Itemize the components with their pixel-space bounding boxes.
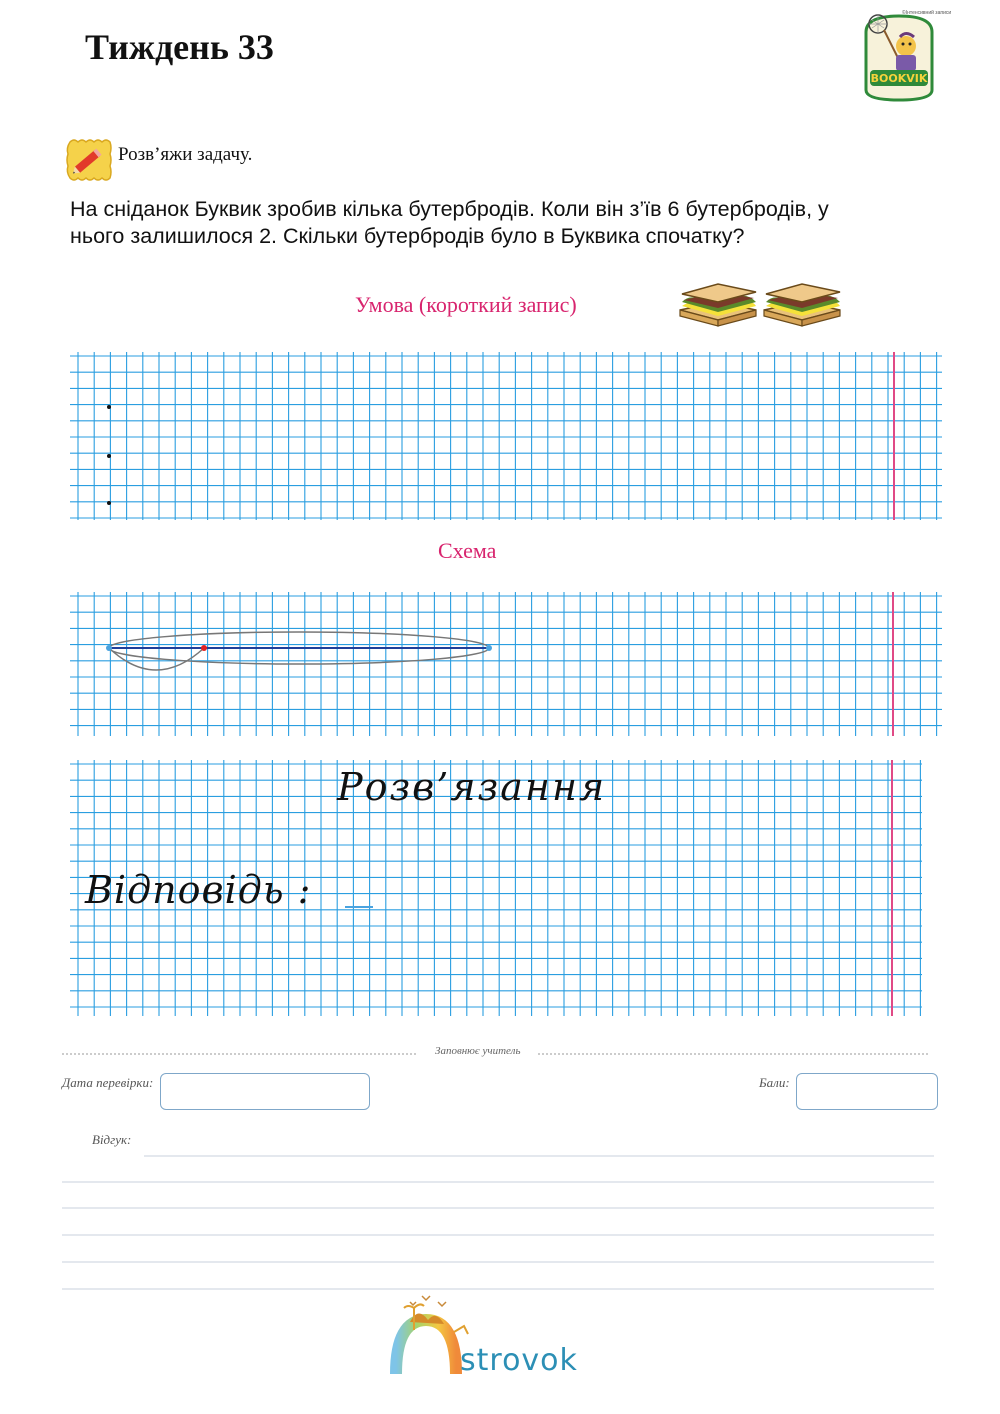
logo-text: BOOKVIK	[870, 72, 928, 85]
logo-caption: ©Інтенсивний записи	[902, 10, 952, 16]
ostrovok-wordmark: strovok	[460, 1343, 578, 1378]
condition-grid[interactable]	[70, 352, 942, 520]
score-field[interactable]	[796, 1073, 938, 1110]
problem-text: На сніданок Буквик зробив кілька бутербродів. Коли він з’їв 6 бутербродів, у нього залишилося 2. Скільки бутербродів було в Буквика спочатку?	[70, 197, 829, 248]
condition-bullets	[104, 400, 114, 510]
task-instruction: Розв’яжи задачу.	[118, 144, 253, 165]
bullet-dot	[107, 454, 111, 458]
teacher-caption: Заповнює учитель	[435, 1045, 521, 1057]
pencil-icon	[64, 136, 114, 184]
answer-heading: Відповідь :	[85, 868, 312, 912]
feedback-lines[interactable]	[62, 1140, 934, 1300]
segment-end-point	[486, 645, 492, 651]
scheme-diagram	[100, 620, 500, 680]
bullet-dot	[107, 405, 111, 409]
check-date-field[interactable]	[160, 1073, 370, 1110]
ostrovok-logo	[388, 1290, 612, 1390]
scheme-title: Схема	[438, 538, 497, 563]
solution-heading: Розв’язання	[337, 765, 607, 809]
bullet-dot	[107, 501, 111, 505]
segment-start-point	[106, 645, 112, 651]
score-label: Бали:	[759, 1075, 790, 1090]
segment-split-point	[201, 645, 207, 651]
condition-title: Умова (короткий запис)	[355, 292, 577, 317]
page-title: Тиждень 33	[85, 27, 274, 67]
check-date-label: Дата перевірки:	[62, 1075, 154, 1090]
answer-input[interactable]	[345, 890, 373, 908]
bookvik-logo	[858, 10, 940, 102]
feedback-label: Відгук:	[92, 1132, 132, 1147]
sandwich-icon	[678, 276, 844, 330]
